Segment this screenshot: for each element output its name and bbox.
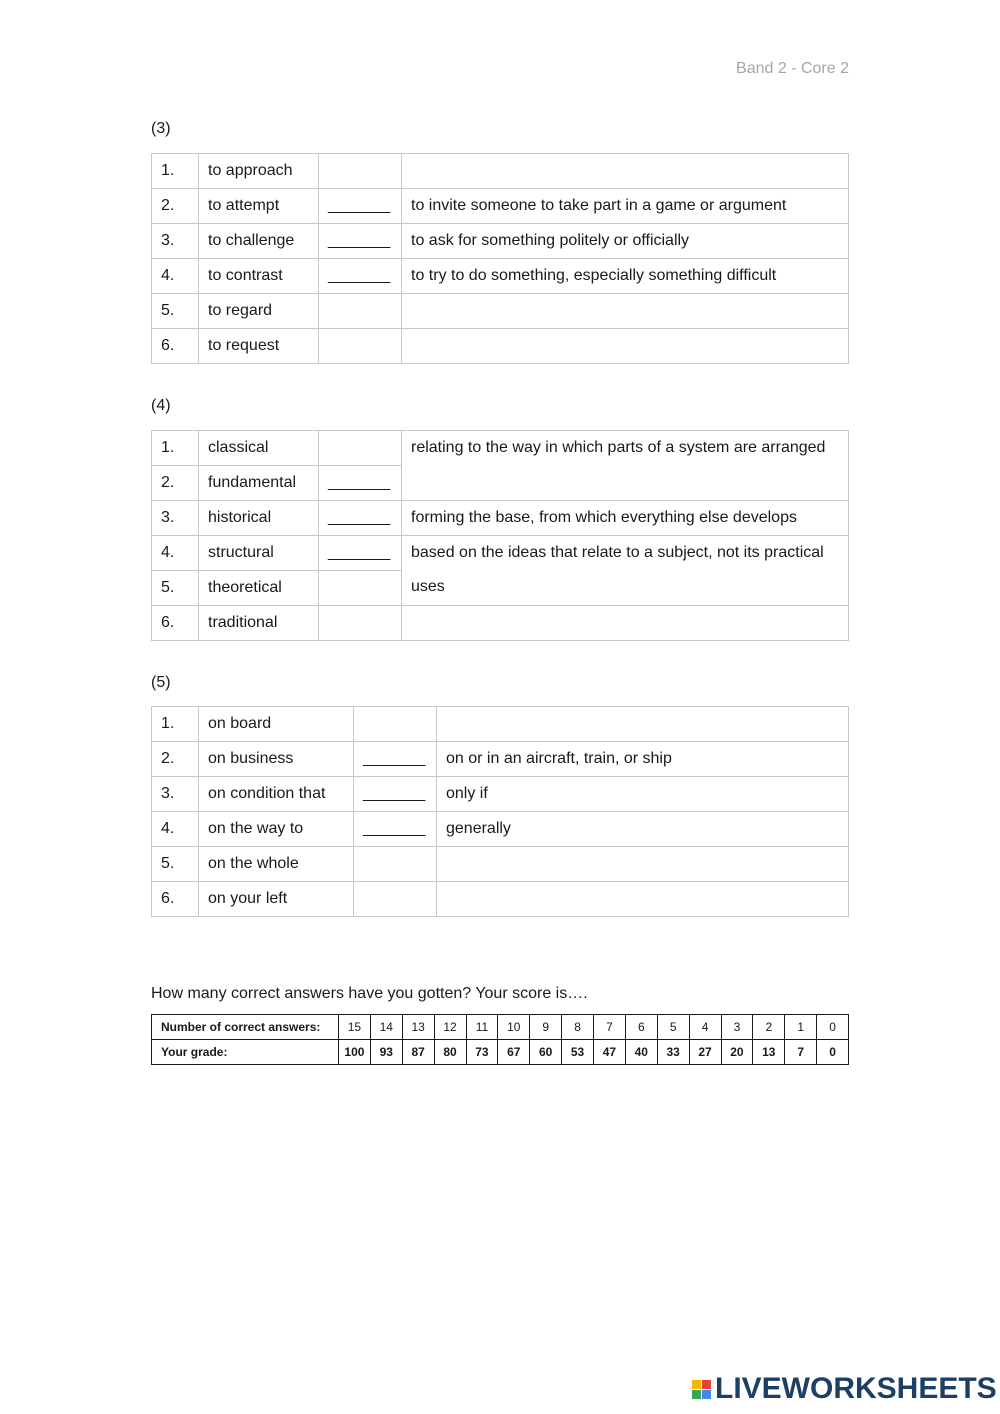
answer-blank[interactable] <box>319 154 402 189</box>
table-row <box>152 536 849 571</box>
answer-blank[interactable] <box>319 606 402 641</box>
answer-blank[interactable] <box>319 329 402 364</box>
liveworksheets-logo <box>692 1372 997 1406</box>
definition <box>402 294 849 329</box>
grade-cell: 33 <box>657 1040 689 1065</box>
correct-count-cell: 14 <box>370 1015 402 1040</box>
correct-count-cell: 7 <box>594 1015 626 1040</box>
answer-blank[interactable] <box>354 707 437 742</box>
section-label-3: (3) <box>151 120 171 137</box>
row-number: 4. <box>152 259 199 294</box>
grade-row <box>152 1040 849 1065</box>
table-row <box>152 606 849 641</box>
correct-count-cell: 1 <box>785 1015 817 1040</box>
table-row <box>152 224 849 259</box>
definition <box>402 606 849 641</box>
term: on your left <box>199 882 354 917</box>
correct-answers-label: Number of correct answers: <box>152 1015 339 1040</box>
row-number: 5. <box>152 294 199 329</box>
definition: to ask for something politely or officially <box>402 224 849 259</box>
row-number: 4. <box>152 536 199 571</box>
grade-cell: 53 <box>562 1040 594 1065</box>
answer-blank[interactable] <box>354 882 437 917</box>
term: to contrast <box>199 259 319 294</box>
answer-blank[interactable]: _______ <box>319 224 402 259</box>
definition: to try to do something, especially something difficult <box>402 259 849 294</box>
term: classical <box>199 431 319 466</box>
correct-answers-row <box>152 1015 849 1040</box>
logo-text: LIVEWORKSHEETS <box>715 1372 997 1405</box>
definition: relating to the way in which parts of a system are arranged <box>402 431 849 501</box>
answer-blank[interactable]: _______ <box>319 466 402 501</box>
term: to approach <box>199 154 319 189</box>
term: to challenge <box>199 224 319 259</box>
answer-blank[interactable]: _______ <box>319 501 402 536</box>
logo-square <box>702 1390 711 1399</box>
correct-count-cell: 4 <box>689 1015 721 1040</box>
section-label-5: (5) <box>151 674 171 691</box>
logo-square <box>702 1380 711 1389</box>
answer-blank[interactable]: _______ <box>354 812 437 847</box>
grade-cell: 73 <box>466 1040 498 1065</box>
correct-count-cell: 5 <box>657 1015 689 1040</box>
definition <box>437 882 849 917</box>
row-number: 5. <box>152 571 199 606</box>
correct-count-cell: 2 <box>753 1015 785 1040</box>
grade-cell: 93 <box>370 1040 402 1065</box>
logo-square <box>692 1380 701 1389</box>
row-number: 5. <box>152 847 199 882</box>
grade-cell: 27 <box>689 1040 721 1065</box>
correct-count-cell: 13 <box>402 1015 434 1040</box>
row-number: 4. <box>152 812 199 847</box>
correct-count-cell: 6 <box>625 1015 657 1040</box>
row-number: 6. <box>152 329 199 364</box>
table-row <box>152 294 849 329</box>
grade-cell: 100 <box>339 1040 371 1065</box>
row-number: 2. <box>152 466 199 501</box>
answer-blank[interactable] <box>354 847 437 882</box>
logo-square <box>692 1390 701 1399</box>
grade-label: Your grade: <box>152 1040 339 1065</box>
row-number: 1. <box>152 154 199 189</box>
answer-blank[interactable] <box>319 294 402 329</box>
row-number: 3. <box>152 777 199 812</box>
row-number: 3. <box>152 501 199 536</box>
table-row <box>152 812 849 847</box>
grade-cell: 87 <box>402 1040 434 1065</box>
term: fundamental <box>199 466 319 501</box>
row-number: 6. <box>152 606 199 641</box>
term: on the way to <box>199 812 354 847</box>
correct-count-cell: 8 <box>562 1015 594 1040</box>
correct-count-cell: 12 <box>434 1015 466 1040</box>
term: theoretical <box>199 571 319 606</box>
section-label-4: (4) <box>151 397 171 414</box>
term: on the whole <box>199 847 354 882</box>
term: on board <box>199 707 354 742</box>
table-row <box>152 259 849 294</box>
correct-count-cell: 10 <box>498 1015 530 1040</box>
row-number: 2. <box>152 742 199 777</box>
score-question: How many correct answers have you gotten? Your score is…. <box>151 985 588 1002</box>
answer-blank[interactable]: _______ <box>354 777 437 812</box>
grade-cell: 60 <box>530 1040 562 1065</box>
logo-mark-icon <box>692 1380 711 1399</box>
row-number: 2. <box>152 189 199 224</box>
grade-cell: 40 <box>625 1040 657 1065</box>
table-row <box>152 431 849 466</box>
grade-cell: 47 <box>594 1040 626 1065</box>
grade-cell: 13 <box>753 1040 785 1065</box>
term: to request <box>199 329 319 364</box>
matching-table-4 <box>151 430 849 641</box>
table-row <box>152 501 849 536</box>
matching-table-3 <box>151 153 849 364</box>
table-row <box>152 742 849 777</box>
term: structural <box>199 536 319 571</box>
term: to regard <box>199 294 319 329</box>
table-row <box>152 154 849 189</box>
term: on condition that <box>199 777 354 812</box>
definition <box>437 847 849 882</box>
term: on business <box>199 742 354 777</box>
table-row <box>152 847 849 882</box>
term: historical <box>199 501 319 536</box>
term: to attempt <box>199 189 319 224</box>
grade-cell: 20 <box>721 1040 753 1065</box>
correct-count-cell: 3 <box>721 1015 753 1040</box>
table-row <box>152 707 849 742</box>
answer-blank[interactable] <box>319 431 402 466</box>
answer-blank[interactable]: _______ <box>319 536 402 571</box>
matching-table-5 <box>151 706 849 917</box>
row-number: 3. <box>152 224 199 259</box>
definition: generally <box>437 812 849 847</box>
definition <box>402 329 849 364</box>
correct-count-cell: 15 <box>339 1015 371 1040</box>
table-row <box>152 882 849 917</box>
answer-blank[interactable] <box>319 571 402 606</box>
definition: to invite someone to take part in a game or argument <box>402 189 849 224</box>
answer-blank[interactable]: _______ <box>319 189 402 224</box>
table-row <box>152 189 849 224</box>
correct-count-cell: 0 <box>817 1015 849 1040</box>
band-label: Band 2 - Core 2 <box>736 60 849 77</box>
definition: forming the base, from which everything else develops <box>402 501 849 536</box>
term: traditional <box>199 606 319 641</box>
row-number: 1. <box>152 431 199 466</box>
row-number: 6. <box>152 882 199 917</box>
correct-count-cell: 9 <box>530 1015 562 1040</box>
answer-blank[interactable]: _______ <box>319 259 402 294</box>
definition: only if <box>437 777 849 812</box>
definition <box>437 707 849 742</box>
score-table <box>151 1014 849 1065</box>
grade-cell: 80 <box>434 1040 466 1065</box>
table-row <box>152 777 849 812</box>
definition <box>402 154 849 189</box>
grade-cell: 67 <box>498 1040 530 1065</box>
correct-count-cell: 11 <box>466 1015 498 1040</box>
table-row <box>152 329 849 364</box>
answer-blank[interactable]: _______ <box>354 742 437 777</box>
definition: on or in an aircraft, train, or ship <box>437 742 849 777</box>
grade-cell: 7 <box>785 1040 817 1065</box>
row-number: 1. <box>152 707 199 742</box>
definition: based on the ideas that relate to a subject, not its practical uses <box>402 536 849 606</box>
grade-cell: 0 <box>817 1040 849 1065</box>
